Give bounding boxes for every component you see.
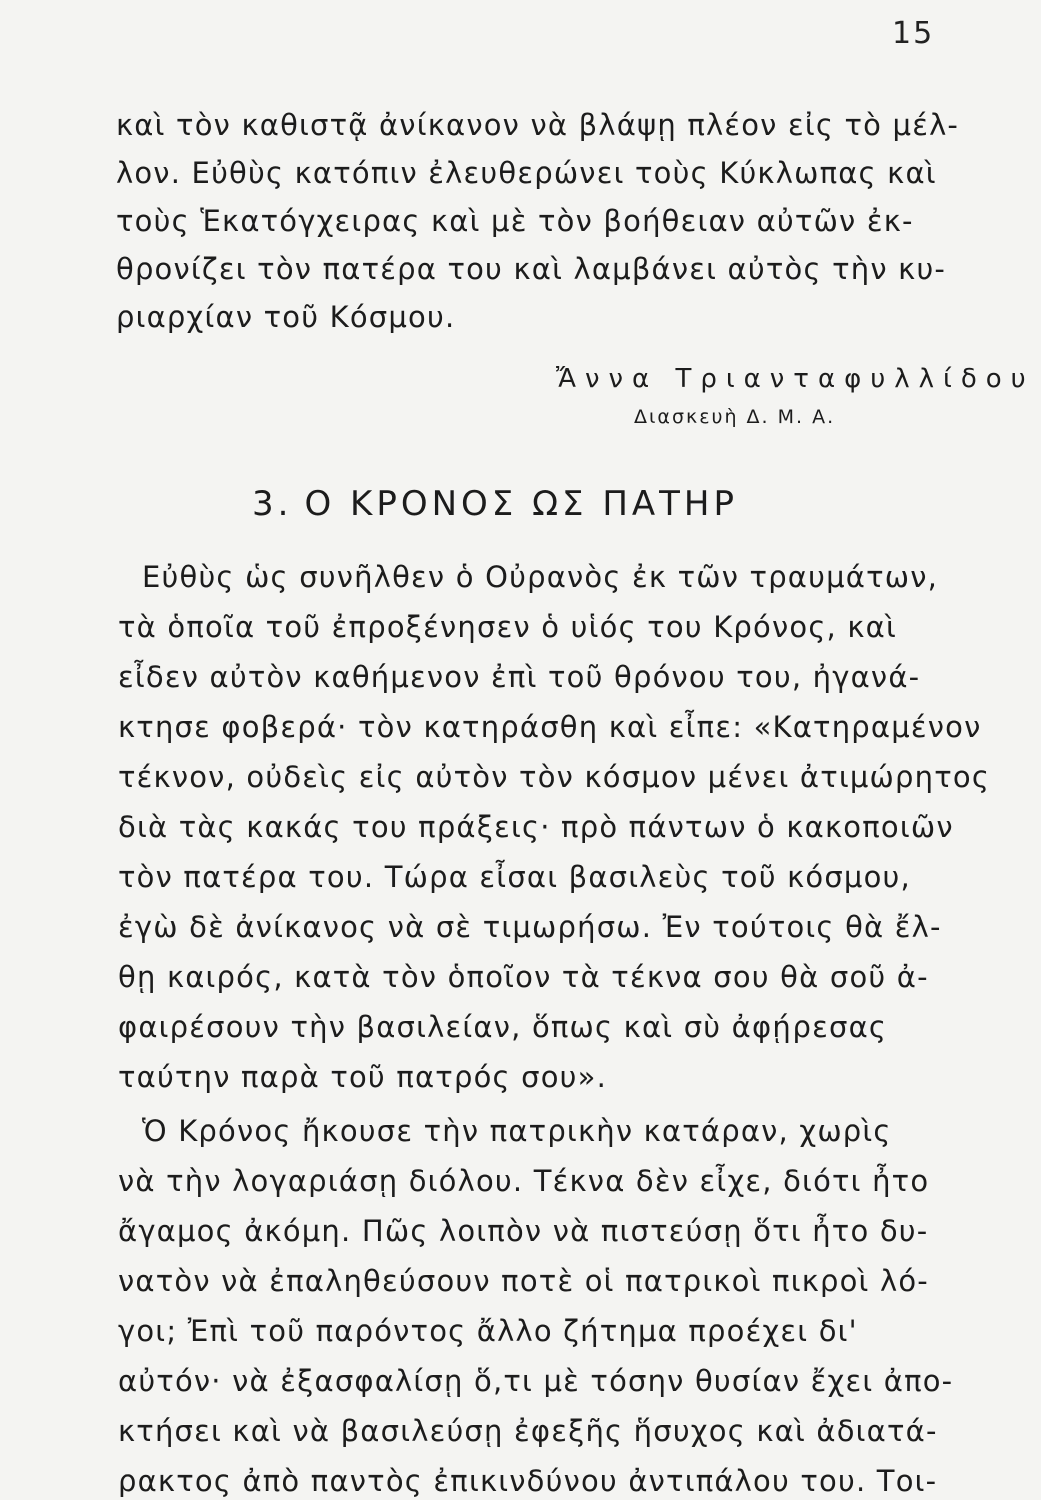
- text-line: γοι; Ἐπὶ τοῦ παρόντος ἄλλο ζήτημα προέχει δι': [118, 1314, 858, 1348]
- text-line: κτήσει καὶ νὰ βασιλεύσῃ ἐφεξῆς ἥσυχος καὶ ἀδιατά-: [118, 1414, 938, 1448]
- text-line: ριαρχίαν τοῦ Κόσμου.: [116, 300, 456, 334]
- text-line: θῃ καιρός, κατὰ τὸν ὁποῖον τὰ τέκνα σου θὰ σοῦ ἀ-: [118, 960, 929, 994]
- text-line: ταύτην παρὰ τοῦ πατρός σου».: [118, 1060, 608, 1094]
- text-line: κτησε φοβερά· τὸν κατηράσθη καὶ εἶπε: «Κατηραμένον: [118, 710, 982, 744]
- text-line: καὶ τὸν καθιστᾷ ἀνίκανον νὰ βλάψῃ πλέον εἰς τὸ μέλ-: [116, 108, 960, 142]
- text-line: διὰ τὰς κακάς του πράξεις· πρὸ πάντων ὁ κακοποιῶν: [118, 810, 954, 844]
- text-line: τὸν πατέρα του. Τώρα εἶσαι βασιλεὺς τοῦ κόσμου,: [118, 860, 911, 894]
- text-line: νὰ τὴν λογαριάσῃ διόλου. Τέκνα δὲν εἶχε, διότι ἦτο: [118, 1164, 930, 1198]
- adaptation-note: Διασκευὴ Δ. Μ. Α.: [634, 406, 836, 428]
- text-line: λον. Εὐθὺς κατόπιν ἐλευθερώνει τοὺς Κύκλωπας καὶ: [116, 156, 937, 190]
- text-line: θρονίζει τὸν πατέρα του καὶ λαμβάνει αὐτὸς τὴν κυ-: [116, 252, 947, 286]
- text-line: τοὺς Ἑκατόγχειρας καὶ μὲ τὸν βοήθειαν αὐτῶν ἐκ-: [116, 204, 914, 238]
- text-line: Εὐθὺς ὡς συνῆλθεν ὁ Οὐρανὸς ἐκ τῶν τραυμάτων,: [142, 560, 939, 594]
- text-line: ἄγαμος ἀκόμη. Πῶς λοιπὸν νὰ πιστεύσῃ ὅτι ἦτο δυ-: [118, 1214, 929, 1248]
- section-number: 3.: [252, 484, 293, 524]
- text-line: ἐγὼ δὲ ἀνίκανος νὰ σὲ τιμωρήσω. Ἐν τούτοις θὰ ἔλ-: [118, 910, 942, 944]
- section-heading: [252, 484, 738, 524]
- text-line: τέκνον, οὐδεὶς εἰς αὐτὸν τὸν κόσμον μένει ἀτιμώρητος: [118, 760, 991, 794]
- section-title: Ο ΚΡΟΝΟΣ ΩΣ ΠΑΤΗΡ: [304, 484, 739, 524]
- text-line: φαιρέσουν τὴν βασιλείαν, ὅπως καὶ σὺ ἀφῄρεσας: [118, 1010, 888, 1044]
- text-line: Ὁ Κρόνος ἤκουσε τὴν πατρικὴν κατάραν, χωρὶς: [142, 1114, 892, 1148]
- text-line: τὰ ὁποῖα τοῦ ἐπροξένησεν ὁ υἱός του Κρόνος, καὶ: [118, 610, 897, 644]
- author-name: Ἄννα Τριανταφυλλίδου: [556, 364, 1035, 394]
- text-line: ρακτος ἀπὸ παντὸς ἐπικινδύνου ἀντιπάλου του. Τοι-: [118, 1464, 938, 1498]
- text-line: εἶδεν αὐτὸν καθήμενον ἐπὶ τοῦ θρόνου του, ἠγανά-: [118, 660, 921, 694]
- page-number: 15: [892, 16, 935, 51]
- text-line: νατὸν νὰ ἐπαληθεύσουν ποτὲ οἱ πατρικοὶ πικροὶ λό-: [118, 1264, 929, 1298]
- text-line: αὐτόν· νὰ ἐξασφαλίσῃ ὅ,τι μὲ τόσην θυσίαν ἔχει ἀπο-: [118, 1364, 954, 1398]
